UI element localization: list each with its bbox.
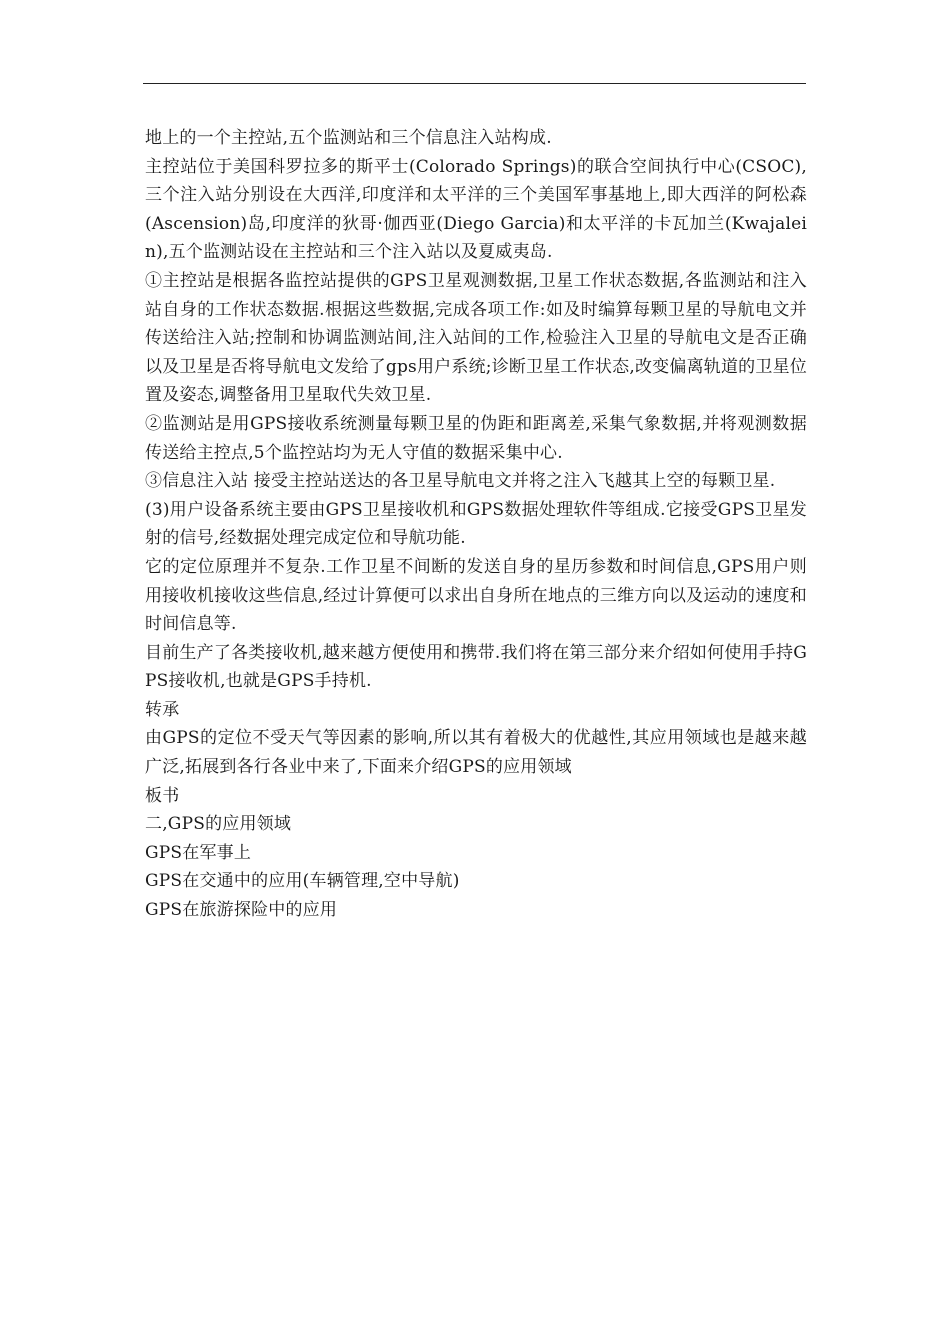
paragraph-positioning-principle: 它的定位原理并不复杂.工作卫星不间断的发送自身的星历参数和时间信息,GPS用户则用接收机接收这些信息,经过计算便可以求出自身所在地点的三维方向以及运动的速度和时间信息等. <box>145 556 807 635</box>
paragraph-receivers: 目前生产了各类接收机,越来越方便使用和携带.我们将在第三部分来介绍如何使用手持GPS接收机,也就是GPS手持机. <box>145 642 807 692</box>
list-item-transport: GPS在交通中的应用(车辆管理,空中导航) <box>145 871 460 892</box>
list-item-tourism: GPS在旅游探险中的应用 <box>145 900 338 921</box>
paragraph-master-station-role: ①主控站是根据各监控站提供的GPS卫星观测数据,卫星工作状态数据,各监测站和注入站自身的工作状态数据.根据这些数据,完成各项工作:如及时编算每颗卫星的导航电文并传送给注入站;控制和协调监测站间,注入站间的工作,检验注入卫星的导航电文是否正确以及卫星是否将导航电文发给了gps用户系统;诊断卫星工作状态,改变偏离轨道的卫星位置及姿态,调整备用卫星取代失效卫星. <box>145 270 807 406</box>
section-heading-applications: 二,GPS的应用领域 <box>145 814 292 835</box>
list-item-military: GPS在军事上 <box>145 842 252 863</box>
document-body <box>145 124 807 925</box>
paragraph-monitor-station-role: ②监测站是用GPS接收系统测量每颗卫星的伪距和距离差,采集气象数据,并将观测数据传送给主控点,5个监控站均为无人守值的数据采集中心. <box>145 413 807 463</box>
paragraph-user-equipment: (3)用户设备系统主要由GPS卫星接收机和GPS数据处理软件等组成.它接受GPS卫星发射的信号,经数据处理完成定位和导航功能. <box>145 499 807 549</box>
paragraph-board-heading: 板书 <box>145 785 180 806</box>
paragraph-station-composition: 地上的一个主控站,五个监测站和三个信息注入站构成. <box>145 128 552 148</box>
paragraph-transition-text: 由GPS的定位不受天气等因素的影响,所以其有着极大的优越性,其应用领域也是越来越广泛,拓展到各行各业中来了,下面来介绍GPS的应用领域 <box>145 728 807 778</box>
paragraph-transition-heading: 转承 <box>145 699 180 720</box>
header-rule <box>143 83 806 84</box>
paragraph-master-station-location: 主控站位于美国科罗拉多的斯平士(Colorado Springs)的联合空间执行中心(CSOC),三个注入站分别设在大西洋,印度洋和太平洋的三个美国军事基地上,即大西洋的阿松森(Ascension)岛,印度洋的狄哥·伽西亚(Diego Garcia)和太平洋的卡瓦加兰(Kwajalein),五个监测站设在主控站和三个注入站以及夏威夷岛. <box>145 156 807 263</box>
paragraph-injection-station-role: ③信息注入站 接受主控站送达的各卫星导航电文并将之注入飞越其上空的每颗卫星. <box>145 471 776 492</box>
